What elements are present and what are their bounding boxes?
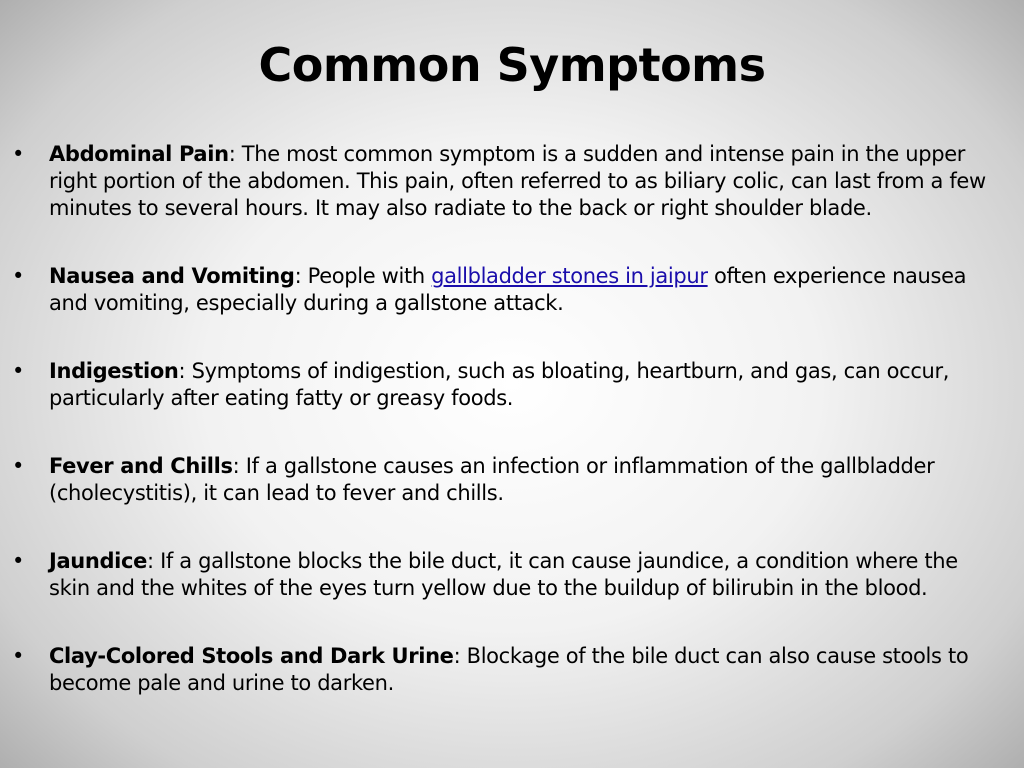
bullet-term: Abdominal Pain xyxy=(49,142,229,166)
bullet-text: If a gallstone causes an infection or inflammation of the gallbladder (cholecystitis), it can lead to fever and chills. xyxy=(49,454,935,505)
slide-title: Common Symptoms xyxy=(258,38,766,92)
bullet-term: Jaundice xyxy=(49,549,148,573)
bullet-term: Indigestion xyxy=(49,359,179,383)
bullet-text: The most common symptom is a sudden and intense pain in the upper right portion of the abdomen. This pain, often referred to as biliary colic, can last from a few minutes to several hours. It may also radiate to the back or right shoulder blade. xyxy=(49,142,986,220)
list-item-indigestion xyxy=(0,358,1024,412)
bullet-dot: • xyxy=(12,142,25,166)
bullet-dot: • xyxy=(12,264,25,288)
bullet-separator: : xyxy=(147,549,161,573)
bullet-dot: • xyxy=(12,454,25,478)
bullet-dot: • xyxy=(12,549,25,573)
list-item-fever-chills xyxy=(0,453,1024,507)
bullet-text: Symptoms of indigestion, such as bloating, heartburn, and gas, can occur, particularly after eating fatty or greasy foods. xyxy=(49,359,950,410)
list-item-jaundice xyxy=(0,548,1024,602)
bullet-text-before-link: People with xyxy=(307,264,432,288)
bullet-dot: • xyxy=(12,359,25,383)
bullet-separator: : xyxy=(228,142,242,166)
bullet-term: Nausea and Vomiting xyxy=(49,264,295,288)
symptom-list xyxy=(0,141,1024,738)
bullet-separator: : xyxy=(232,454,246,478)
bullet-term: Clay-Colored Stools and Dark Urine xyxy=(49,644,454,668)
bullet-term: Fever and Chills xyxy=(49,454,233,478)
list-item-nausea-vomiting xyxy=(0,263,1024,317)
bullet-separator: : xyxy=(453,644,467,668)
bullet-text-after-link: often experience nausea and vomiting, especially during a gallstone attack. xyxy=(49,264,967,315)
list-item-abdominal-pain xyxy=(0,141,1024,222)
bullet-text: Blockage of the bile duct can also cause stools to become pale and urine to darken. xyxy=(49,644,969,695)
bullet-text: If a gallstone blocks the bile duct, it can cause jaundice, a condition where the skin and the whites of the eyes turn yellow due to the buildup of bilirubin in the blood. xyxy=(49,549,958,600)
bullet-separator: : xyxy=(294,264,308,288)
gallbladder-stones-link[interactable]: gallbladder stones in jaipur xyxy=(431,264,708,288)
bullet-separator: : xyxy=(178,359,192,383)
list-item-clay-colored-stools xyxy=(0,643,1024,697)
bullet-dot: • xyxy=(12,644,25,668)
